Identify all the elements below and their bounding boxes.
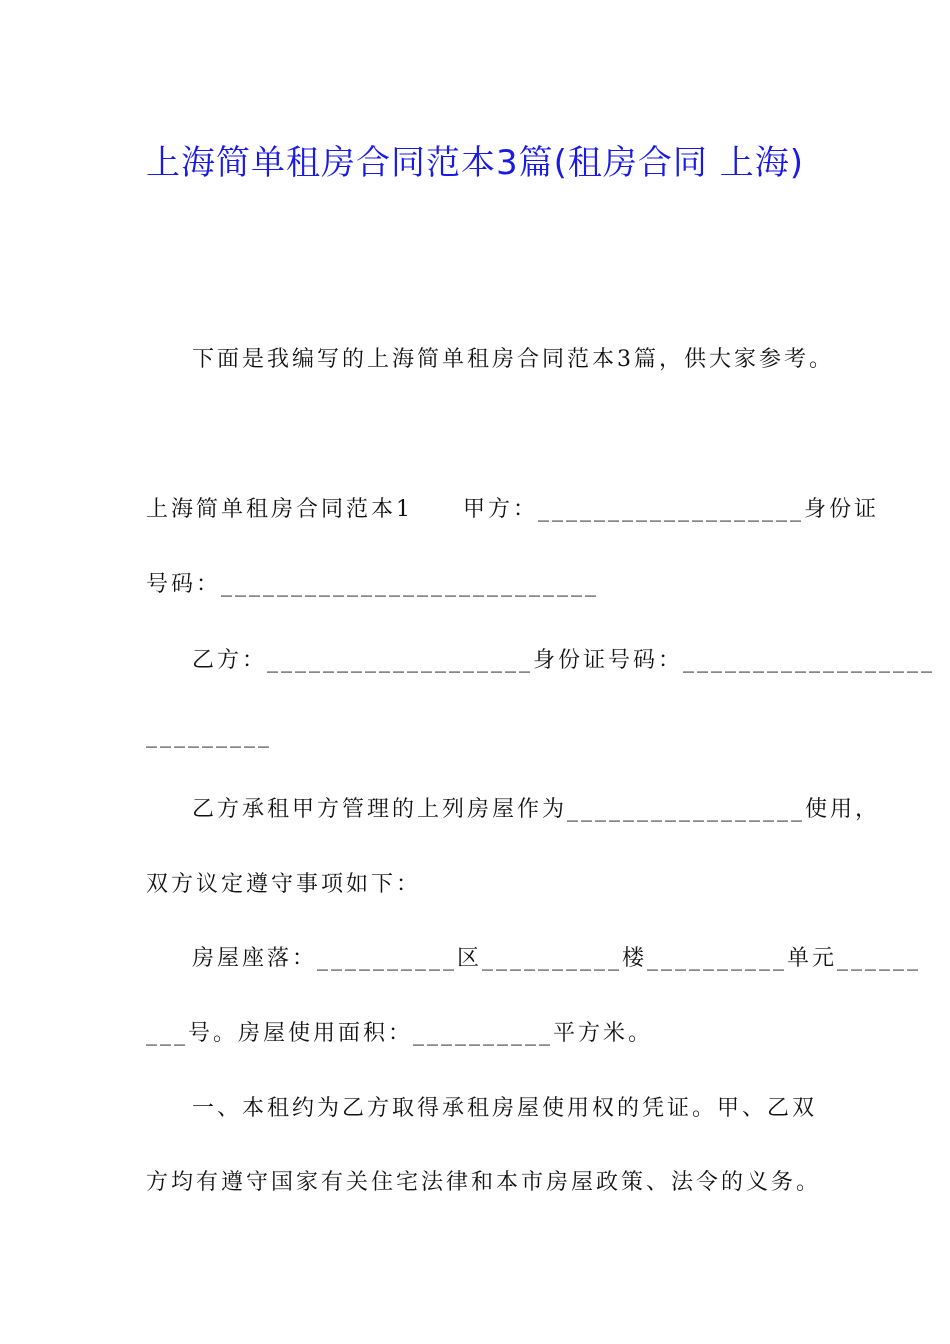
intro-line: 下面是我编写的上海简单租房合同范本3篇，供大家参考。 [192,347,834,372]
contract-line-party-b: 乙方：___________________身份证号码：__________________ [192,648,936,673]
contract-line-clause-1: 一、本租约为乙方取得承租房屋使用权的凭证。甲、乙双 [192,1096,818,1121]
contract-line-party-b-cont: _________ [146,723,272,748]
contract-line-location: 房屋座落：__________区__________楼__________单元______ [192,946,922,971]
contract-line-area: ___号。房屋使用面积：__________平方米。 [146,1021,654,1046]
contract-line-party-a: 上海简单租房合同范本1 甲方：___________________身份证 [146,497,879,522]
contract-line-clause-1-cont: 方均有遵守国家有关住宅法律和本市房屋政策、法令的义务。 [146,1170,822,1195]
contract-line-agreement: 双方议定遵守事项如下： [146,872,422,897]
contract-line-id-number: 号码：___________________________ [146,572,600,597]
document-title: 上海简单租房合同范本3篇(租房合同 上海) [146,143,804,183]
contract-line-usage: 乙方承租甲方管理的上列房屋作为_________________使用， [192,797,881,822]
